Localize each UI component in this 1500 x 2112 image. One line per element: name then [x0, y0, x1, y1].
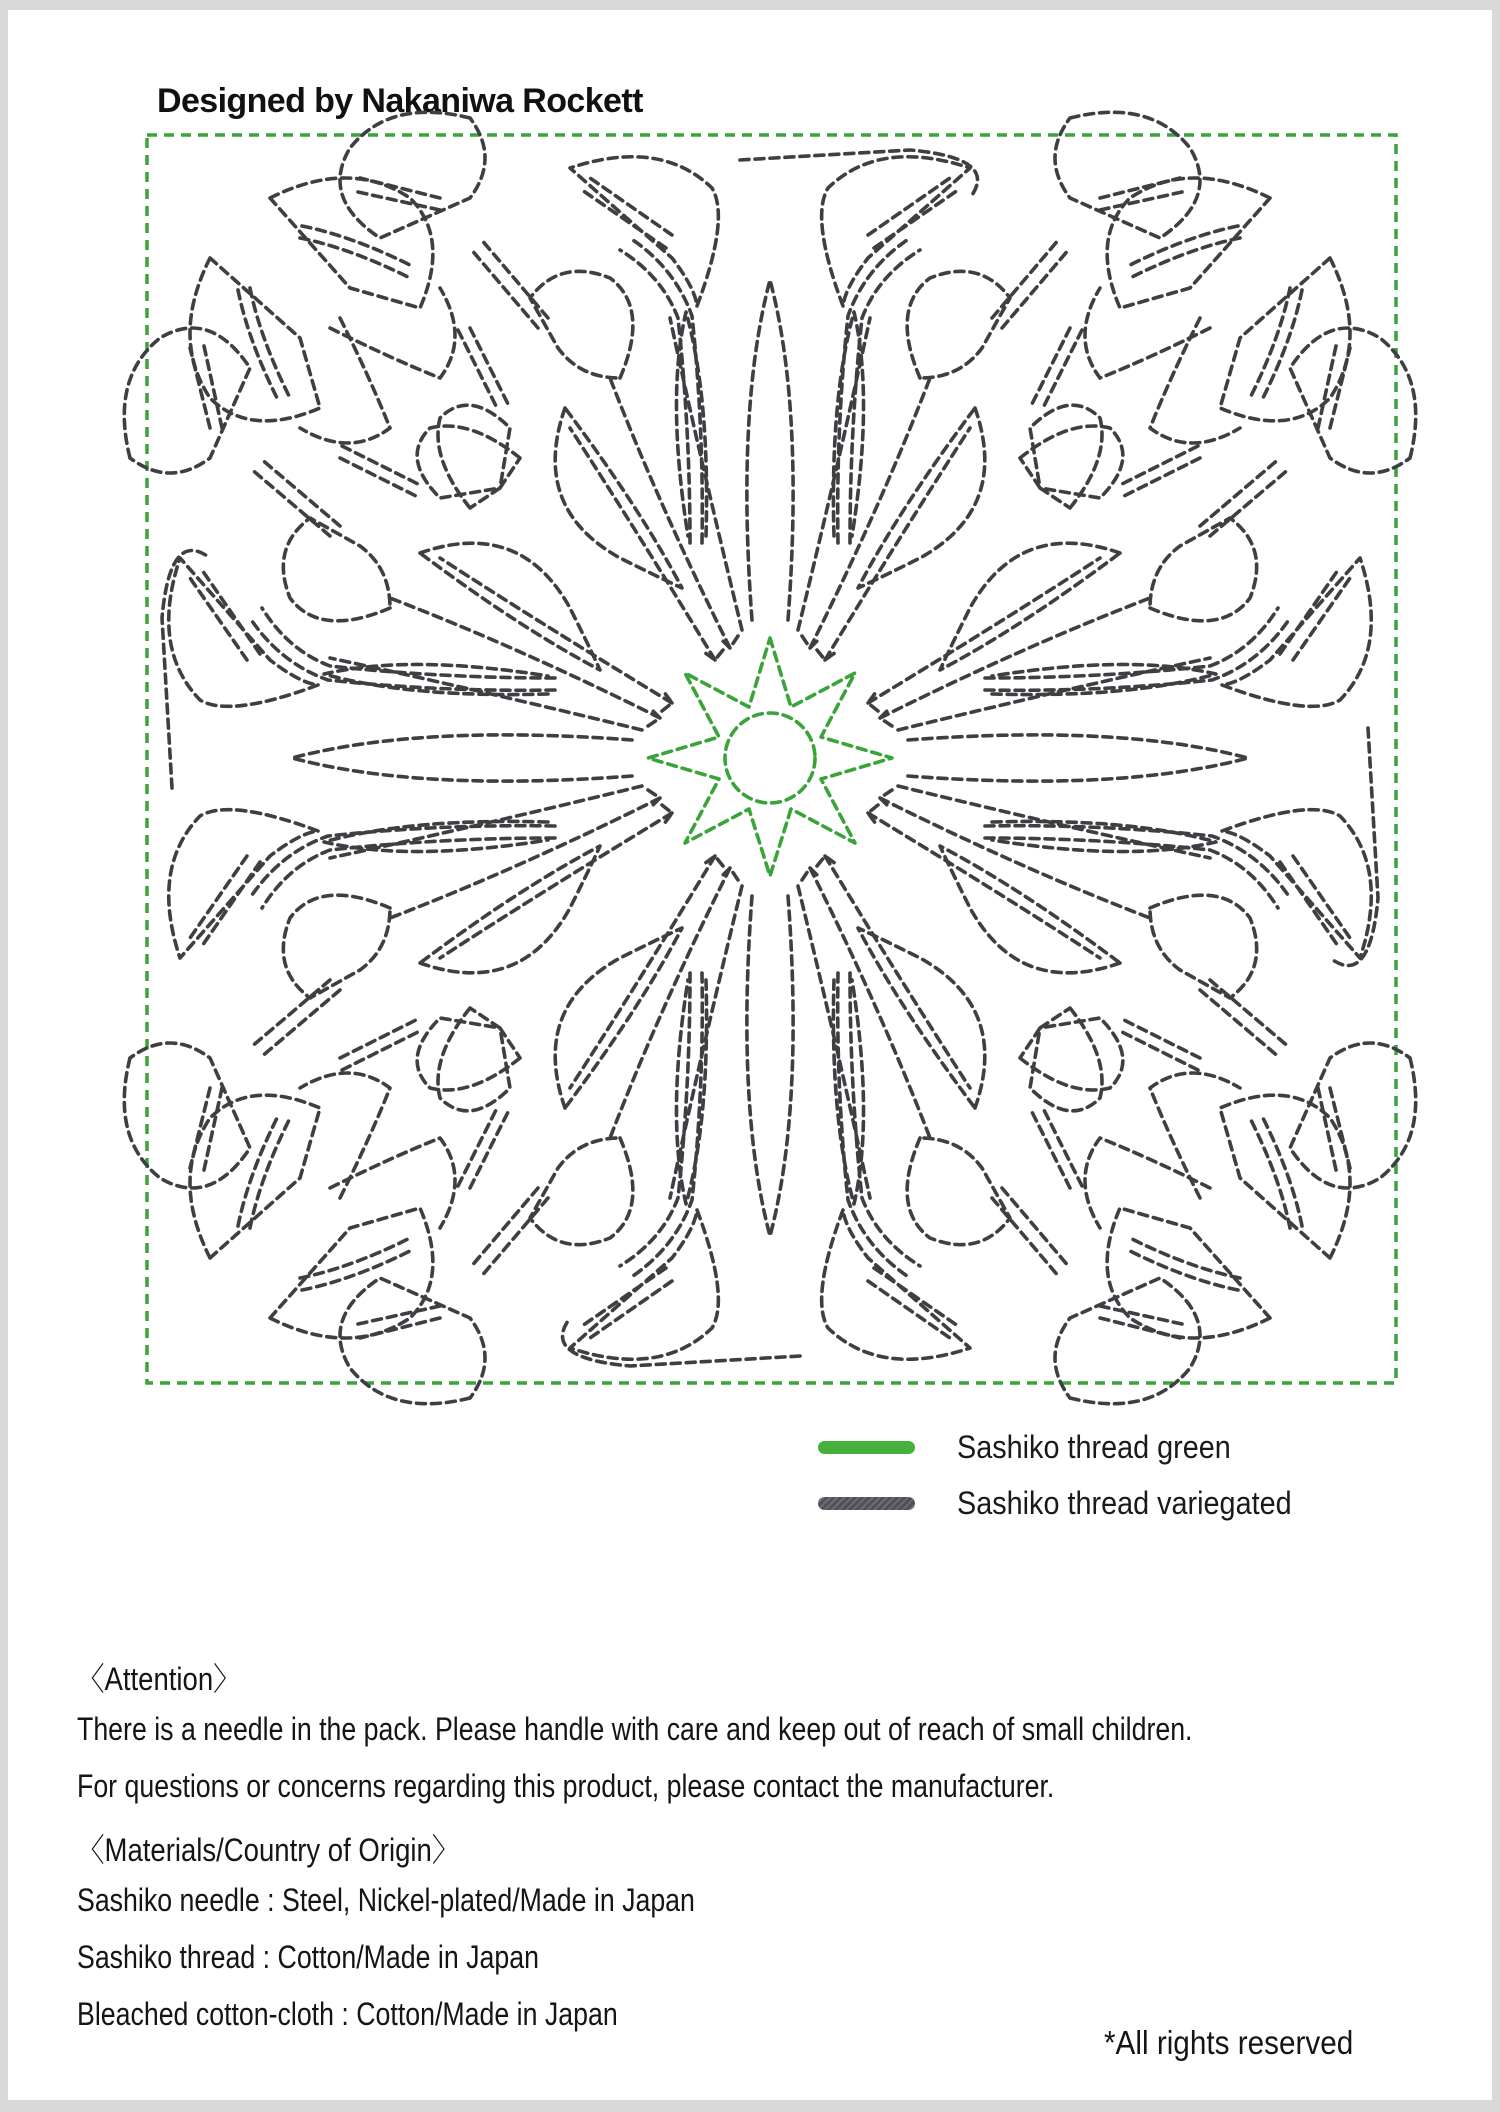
motif-petal	[250, 468, 330, 536]
motif-leaf	[1030, 328, 1070, 408]
motif-petal	[260, 458, 340, 526]
motif-petal	[1210, 980, 1290, 1048]
motif-petal	[747, 896, 793, 1236]
material-item: Sashiko needle : Steel, Nickel-plated/Made in Japan	[77, 1882, 695, 1918]
motif-petal	[1150, 518, 1257, 621]
motif-leaf	[1120, 458, 1200, 498]
motif-leaf	[204, 346, 222, 428]
motif-petal	[1280, 570, 1338, 654]
star-outline	[648, 638, 892, 876]
green-thread-swatch	[818, 1441, 915, 1454]
motif-leaf	[340, 112, 485, 238]
motif-leaf	[190, 258, 320, 421]
motif-leaf	[124, 328, 250, 473]
motif-petal	[1293, 578, 1350, 660]
motif-leaf	[340, 458, 420, 498]
motif-petal	[283, 895, 390, 998]
flower-motif	[124, 112, 1415, 1403]
motif-petal	[1293, 856, 1350, 938]
motif-petal	[874, 190, 958, 248]
motif-leaf	[1055, 1278, 1200, 1404]
motif-petal	[470, 248, 538, 328]
motif-leaf	[358, 1306, 440, 1324]
motif-petal	[992, 238, 1060, 318]
motif-petal	[630, 238, 702, 543]
motif-petal	[868, 178, 950, 235]
motif-petal	[1210, 468, 1290, 536]
motif-petal	[202, 570, 260, 654]
motif-petal	[880, 798, 1150, 918]
motif-leaf	[1100, 1306, 1182, 1324]
legend-item-green	[818, 1427, 1231, 1467]
motif-leaf	[340, 1018, 420, 1058]
motif-petal	[390, 598, 660, 718]
legend-item-variegated	[818, 1483, 1292, 1523]
designer-credit: Designed by Nakaniwa Rockett	[157, 82, 643, 120]
center-star	[648, 638, 892, 876]
motif-petal	[907, 1138, 1010, 1245]
motif-petal	[838, 238, 910, 543]
motif-petal	[202, 862, 260, 946]
motif-leaf	[270, 1208, 433, 1338]
motif-petal	[250, 980, 330, 1048]
attention-line: For questions or concerns regarding this product, please contact the manufacturer.	[77, 1768, 1055, 1804]
motif-petal	[985, 826, 1290, 898]
motif-petal	[868, 1281, 950, 1338]
variegated-thread-swatch	[818, 1497, 915, 1510]
motif-petal	[480, 1198, 548, 1278]
motif-petal	[1150, 895, 1257, 998]
motif-leaf	[1107, 1208, 1270, 1338]
motif-petal	[250, 618, 555, 690]
motif-leaf	[204, 1088, 222, 1170]
motif-petal	[530, 271, 633, 378]
motif-leaf	[1220, 258, 1350, 421]
legend-label: Sashiko thread variegated	[957, 1484, 1292, 1521]
motif-leaf	[270, 178, 433, 308]
motif-leaf	[1107, 178, 1270, 308]
motif-petal	[582, 1268, 666, 1326]
motif-leaf	[1120, 1018, 1200, 1058]
motif-leaf	[470, 1108, 510, 1188]
motif-leaf	[124, 1043, 250, 1188]
attention-heading: 〈Attention〉	[77, 1661, 241, 1697]
motif-petal	[1200, 458, 1280, 526]
motif-petal	[1200, 990, 1280, 1058]
motif-petal	[260, 990, 340, 1058]
motif-petal	[874, 1268, 958, 1326]
legend-label: Sashiko thread green	[957, 1428, 1231, 1465]
motif-petal	[838, 973, 910, 1278]
materials-heading: 〈Materials/Country of Origin〉	[77, 1832, 460, 1868]
motif-leaf	[1318, 1088, 1336, 1170]
motif-petal	[880, 598, 1150, 718]
motif-petal	[283, 518, 390, 621]
motif-petal	[480, 238, 548, 318]
motif-petal	[190, 856, 247, 938]
motif-petal	[1002, 1188, 1070, 1268]
motif-leaf	[358, 192, 440, 210]
motif-petal	[810, 868, 930, 1138]
motif-petal	[747, 280, 793, 620]
attention-line: There is a needle in the pack. Please handle with care and keep out of reach of small children.	[77, 1711, 1193, 1747]
material-item: Sashiko thread : Cotton/Made in Japan	[77, 1939, 539, 1975]
motif-petal	[582, 190, 666, 248]
motif-petal	[590, 1281, 672, 1338]
motif-petal	[907, 271, 1010, 378]
motif-petal	[610, 378, 730, 648]
motif-leaf	[1318, 346, 1336, 428]
rights-notice: *All rights reserved	[1104, 2024, 1354, 2061]
motif-leaf	[190, 1095, 320, 1258]
material-item: Bleached cotton-cloth : Cotton/Made in Japan	[77, 1996, 618, 2032]
motif-petal	[992, 1198, 1060, 1278]
motif-petal	[292, 735, 632, 781]
motif-petal	[610, 868, 730, 1138]
pattern-frame	[147, 135, 1396, 1383]
motif-petal	[630, 973, 702, 1278]
motif-petal	[530, 1138, 633, 1245]
motif-petal	[908, 735, 1248, 781]
motif-leaf	[1100, 192, 1182, 210]
motif-petal	[590, 178, 672, 235]
motif-petal	[985, 618, 1290, 690]
motif-petal	[1002, 248, 1070, 328]
motif-petal	[1280, 862, 1338, 946]
motif-petal	[390, 798, 660, 918]
motif-leaf	[1030, 1108, 1070, 1188]
motif-petal	[810, 378, 930, 648]
motif-petal	[250, 826, 555, 898]
motif-leaf	[470, 328, 510, 408]
motif-petal	[470, 1188, 538, 1268]
motif-leaf	[1055, 112, 1200, 238]
motif-leaf	[1220, 1095, 1350, 1258]
motif-petal	[190, 578, 247, 660]
motif-leaf	[340, 1278, 485, 1404]
star-center-circle	[725, 713, 815, 803]
